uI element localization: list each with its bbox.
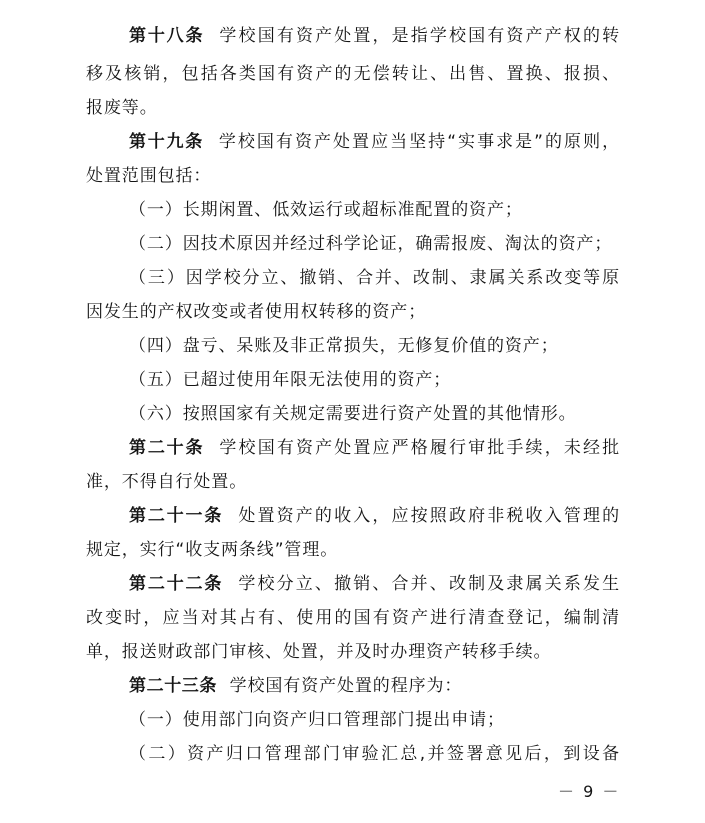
article-18-heading: 第十八条 (129, 26, 205, 46)
article-23-text: 学校国有资产处置的程序为： (229, 676, 463, 696)
article-18-text: 学校国有资产处置，是指学校国有资产产权的转 (219, 26, 620, 46)
article-23-line-1 (86, 669, 620, 703)
article-19-heading: 第十九条 (129, 132, 204, 152)
page-number: － 9 － (558, 782, 621, 801)
scope-item-6: （六）按照国家有关规定需要进行资产处置的其他情形。 (129, 404, 577, 424)
procedure-item-2: （二）资产归口管理部门审验汇总,并签署意见后，到设备 (129, 744, 620, 764)
article-20-heading: 第二十条 (129, 438, 205, 458)
article-22-line-1 (86, 567, 620, 601)
scope-item-2: （二）因技术原因并经过科学论证，确需报废、淘汰的资产； (129, 234, 613, 254)
article-20-line-2: 准，不得自行处置。 (86, 472, 248, 492)
article-21-line-2: 规定，实行“收支两条线”管理。 (86, 540, 339, 560)
article-18-line-2: 移及核销，包括各类国有资产的无偿转让、出售、置换、报损、 (86, 64, 620, 84)
scope-item-4: （四）盘亏、呆账及非正常损失，无修复价值的资产； (129, 336, 559, 356)
article-20-line-1 (86, 431, 620, 465)
procedure-item-1: （一）使用部门向资产归口管理部门提出申请； (129, 710, 505, 730)
article-22-line-3: 单，报送财政部门审核、处置，并及时办理资产转移手续。 (86, 642, 552, 662)
scope-item-1: （一）长期闲置、低效运行或超标准配置的资产； (129, 200, 523, 220)
article-19-line-2: 处置范围包括： (86, 166, 212, 186)
article-19-line-1 (86, 125, 620, 159)
article-22-heading: 第二十二条 (129, 574, 224, 594)
scope-item-3-line-1: （三）因学校分立、撤销、合并、改制、隶属关系改变等原 (129, 268, 620, 288)
article-23-heading: 第二十三条 (129, 676, 217, 696)
article-21-line-1 (86, 499, 620, 533)
scope-item-5: （五）已超过使用年限无法使用的资产； (129, 370, 452, 390)
article-22-line-2: 改变时，应当对其占有、使用的国有资产进行清查登记，编制清 (86, 608, 620, 628)
article-21-heading: 第二十一条 (129, 506, 224, 526)
article-18-line-3: 报废等。 (86, 98, 158, 118)
article-18-line-1 (86, 19, 620, 53)
article-22-text: 学校分立、撤销、合并、改制及隶属关系发生 (238, 574, 621, 594)
scope-item-3-line-2: 因发生的产权改变或者使用权转移的资产； (86, 302, 427, 322)
article-21-text: 处置资产的收入，应按照政府非税收入管理的 (238, 506, 621, 526)
article-19-text: 学校国有资产处置应当坚持“实事求是”的原则， (218, 132, 620, 152)
article-20-text: 学校国有资产处置应严格履行审批手续，未经批 (219, 438, 620, 458)
